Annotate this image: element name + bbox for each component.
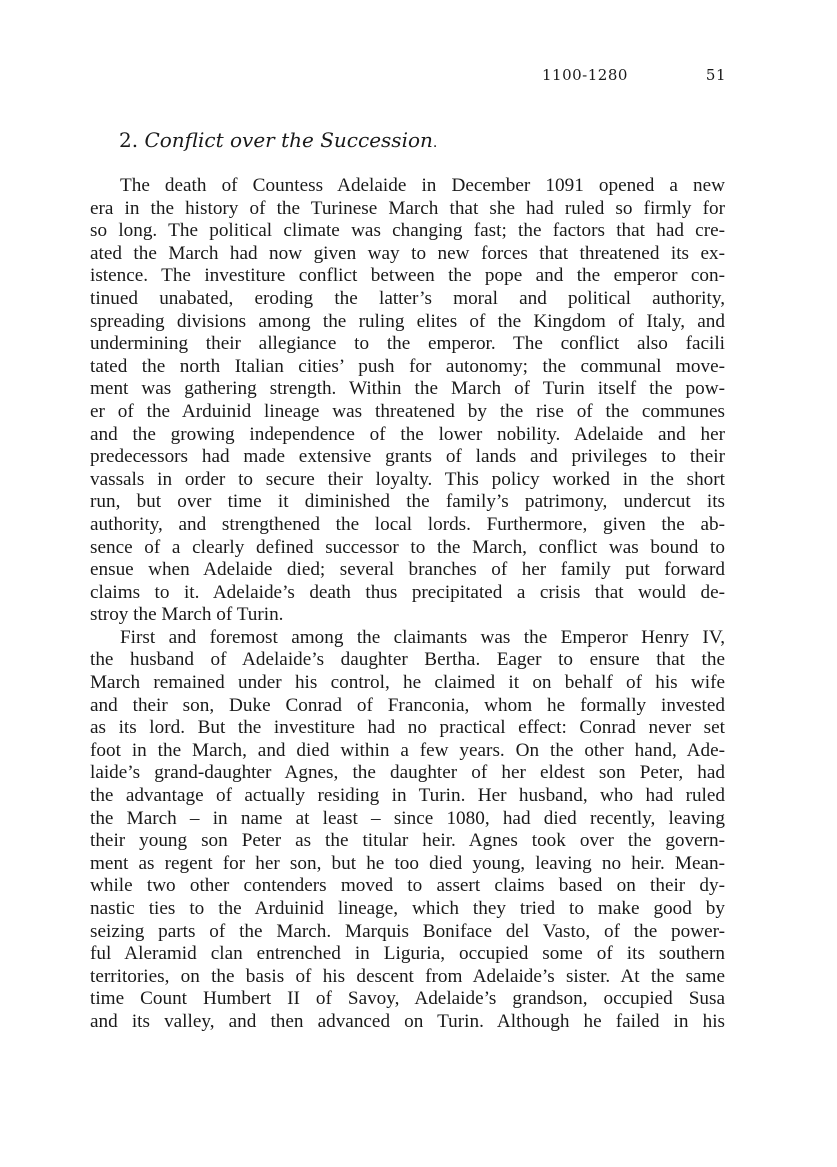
text-line: ful Aleramid clan entrenched in Liguria, occupied some of its southern [90, 943, 725, 965]
text-line: nastic ties to the Arduinid lineage, which they tried to make good by [90, 898, 725, 919]
text-line: era in the history of the Turinese March that she had ruled so firmly for [90, 197, 725, 219]
text-line: their young son Peter as the titular heir. Agnes took over the govern- [90, 830, 725, 852]
text-line: territories, on the basis of his descent from Adelaide’s sister. At the same [90, 965, 725, 987]
running-head [540, 66, 726, 88]
section-title: Conflict over the Succession [144, 128, 433, 152]
text-line: March remained under his control, he claimed it on behalf of his wife [90, 672, 725, 694]
text-line: ated the March had now given way to new forces that threatened its ex- [90, 242, 725, 264]
text-line: laide’s grand-daughter Agnes, the daughter of her eldest son Peter, had [90, 762, 725, 784]
text-line: so long. The political climate was changing fast; the factors that had cre- [90, 220, 725, 242]
text-line: as its lord. But the investiture had no practical effect: Conrad never set [90, 717, 725, 739]
section-title-trailing: . [432, 135, 438, 151]
section-heading [119, 128, 437, 152]
text-line: time Count Humbert II of Savoy, Adelaide’s grandson, occupied Susa [90, 988, 725, 1010]
page-number: 51 [705, 66, 726, 84]
text-line: tated the north Italian cities’ push for autonomy; the communal move- [90, 355, 725, 377]
text-line: The death of Countess Adelaide in December 1091 opened a new [120, 175, 725, 196]
text-line: the March – in name at least – since 1080, had died recently, leaving [90, 807, 725, 829]
text-line: and the growing independence of the lower nobility. Adelaide and her [90, 423, 725, 445]
text-line: the advantage of actually residing in Turin. Her husband, who had ruled [90, 785, 725, 807]
text-line: claims to it. Adelaide’s death thus precipitated a crisis that would de- [90, 581, 725, 603]
text-line: First and foremost among the claimants was the Emperor Henry IV, [120, 626, 725, 648]
text-line: ment was gathering strength. Within the March of Turin itself the pow- [90, 378, 725, 400]
text-line: the husband of Adelaide’s daughter Bertha. Eager to ensure that the [90, 649, 725, 671]
section-number: 2. [119, 128, 139, 152]
text-line: foot in the March, and died within a few years. On the other hand, Ade- [90, 739, 725, 761]
paragraph-2 [90, 627, 725, 1034]
text-line: sence of a clearly defined successor to the March, conflict was bound to [90, 536, 725, 558]
paragraph-1 [90, 175, 725, 627]
text-line: while two other contenders moved to assert claims based on their dy- [90, 875, 725, 897]
text-line: and its valley, and then advanced on Turin. Although he failed in his [90, 1010, 725, 1032]
text-line: ensue when Adelaide died; several branches of her family put forward [90, 559, 725, 581]
text-line: seizing parts of the March. Marquis Boniface del Vasto, of the power- [90, 920, 725, 942]
text-line: predecessors had made extensive grants of lands and privileges to their [90, 446, 725, 468]
text-line: vassals in order to secure their loyalty. This policy worked in the short [90, 468, 725, 490]
text-line: tinued unabated, eroding the latter’s moral and political authority, [90, 287, 725, 309]
text-line: ment as regent for her son, but he too died young, leaving no heir. Mean- [90, 852, 725, 874]
text-line: stroy the March of Turin. [90, 604, 284, 626]
text-line: undermining their allegiance to the emperor. The conflict also facili [90, 333, 725, 355]
text-line: istence. The investiture conflict between the pope and the emperor con- [90, 265, 725, 287]
text-line: and their son, Duke Conrad of Franconia, whom he formally invested [90, 694, 725, 716]
body-text [90, 175, 725, 1034]
text-line: er of the Arduinid lineage was threatened by the rise of the communes [90, 400, 725, 422]
running-head-range: 1100-1280 [542, 66, 628, 84]
text-line: run, but over time it diminished the family’s patrimony, undercut its [90, 491, 725, 513]
text-line: spreading divisions among the ruling elites of the Kingdom of Italy, and [90, 310, 725, 332]
text-line: authority, and strengthened the local lords. Furthermore, given the ab- [90, 513, 725, 535]
